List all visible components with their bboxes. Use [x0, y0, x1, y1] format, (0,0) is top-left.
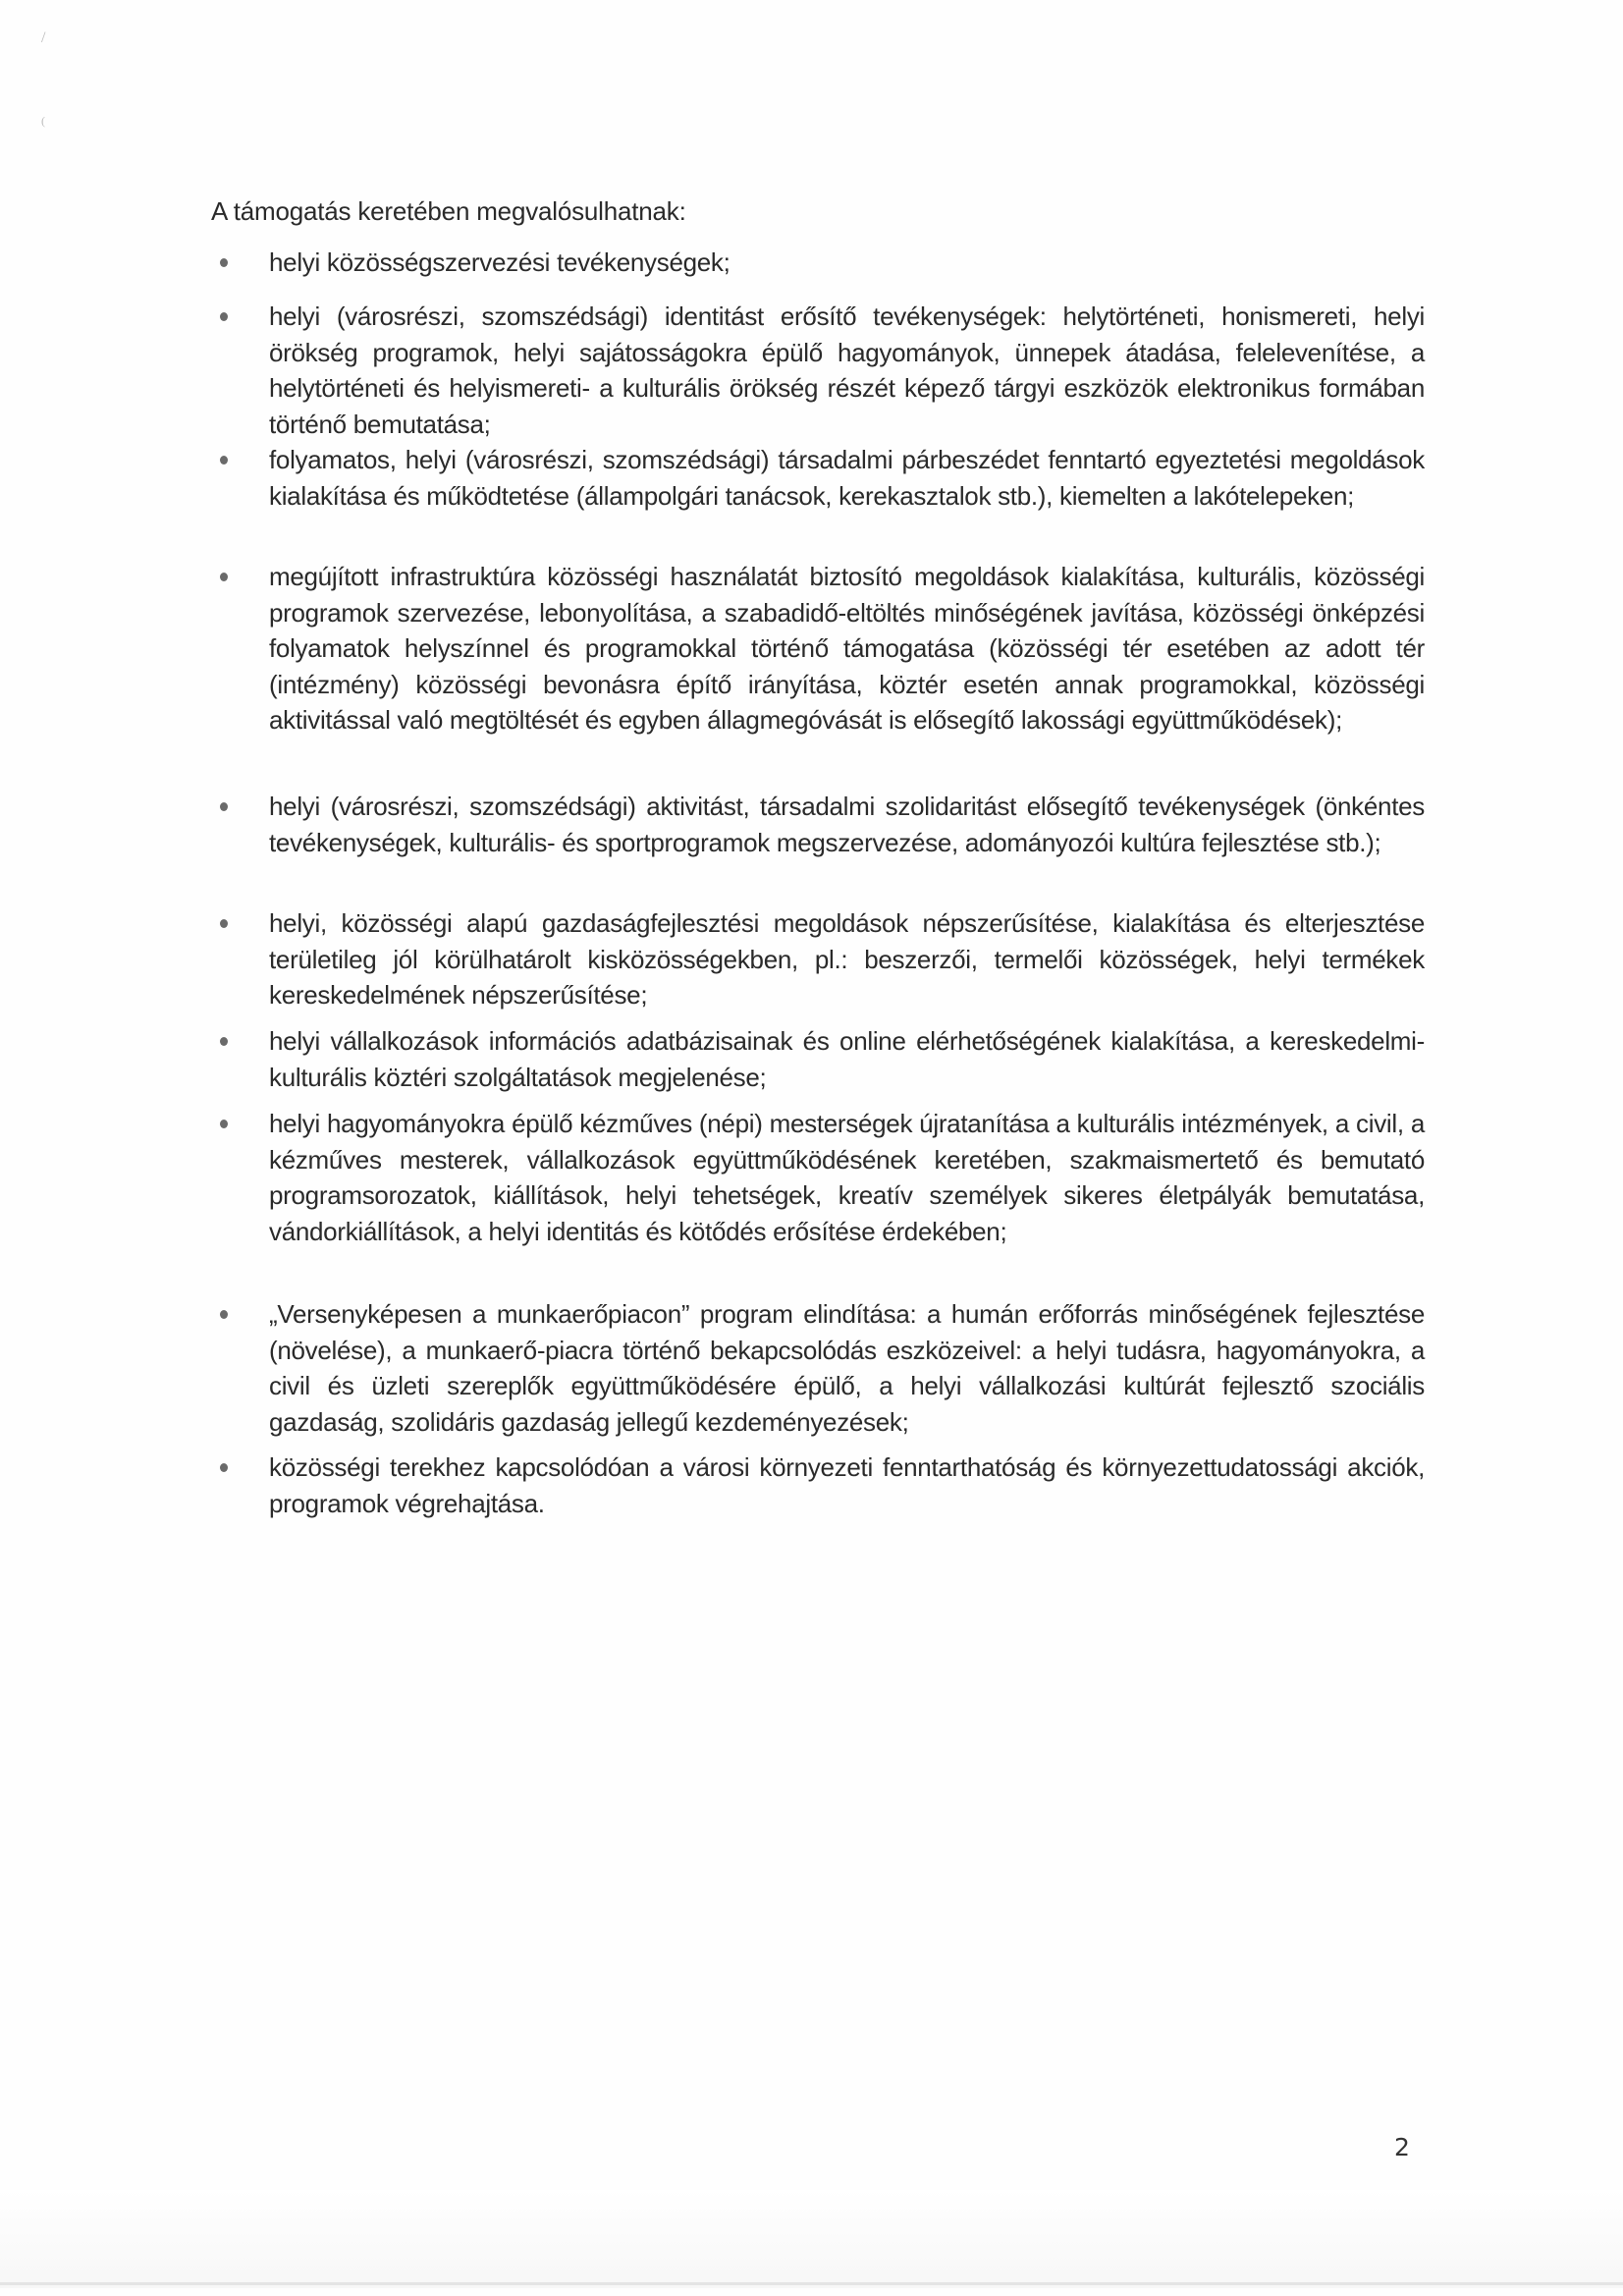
- bullet-icon: [220, 802, 228, 811]
- bullet-icon: [220, 1037, 228, 1046]
- bullet-icon: [220, 573, 228, 581]
- bullet-icon: [220, 312, 228, 321]
- intro-heading: A támogatás keretében megvalósulhatnak:: [211, 196, 686, 226]
- scan-mark: /: [41, 29, 46, 46]
- list-item: [269, 442, 1425, 514]
- bullet-icon: [220, 919, 228, 928]
- page-number: 2: [1394, 2133, 1410, 2161]
- list-item-text: „Versenyképesen a munkaerőpiacon” program elindítása: a humán erőforrás minőségének fejlesztése (növelése), a munkaerő-piacra történő bekapcsolódás eszközeivel: a helyi tudásra, hagyományokra, a civil és üzleti szereplők együttműködésére épülő, a helyi vállalkozási kultúrát fejlesztő szociális gazdaság, szolidáris gazdaság jellegű kezdeményezések;: [269, 1299, 1425, 1437]
- bullet-icon: [220, 1463, 228, 1472]
- list-item-text: folyamatos, helyi (városrészi, szomszédsági) társadalmi párbeszédet fenntartó egyeztetési megoldások kialakítása és működtetése (állampolgári tanácsok, kerekasztalok stb.), kiemelten a lakótelepeken;: [269, 445, 1425, 511]
- list-item: [269, 905, 1425, 1013]
- list-item: [269, 559, 1425, 738]
- bullet-icon: [220, 258, 228, 267]
- list-item: [269, 1449, 1425, 1521]
- bullet-icon: [220, 456, 228, 465]
- list-item: [269, 1106, 1425, 1249]
- list-item: [269, 245, 1425, 281]
- scan-noise: [0, 2190, 1623, 2288]
- list-item-text: megújított infrastruktúra közösségi használatát biztosító megoldások kialakítása, kulturális, közösségi programok szervezése, lebonyolítása, a szabadidő-eltöltés minőségének javítása, közösségi önképzési folyamatok helyszínnel és programokkal történő támogatása (közösségi tér esetében az adott tér (intézmény) közösségi bevonásra építő irányítása, köztér esetén annak programokkal, közösségi aktivitással való megtöltését és egyben állagmegóvását is elősegítő lakossági együttműködések);: [269, 562, 1425, 735]
- list-item-text: helyi hagyományokra épülő kézműves (népi) mesterségek újratanítása a kulturális intézmények, a civil, a kézműves mesterek, vállalkozások együttműködésének keretében, szakmaismertető és bemutató programsorozatok, kiállítások, helyi tehetségek, kreatív személyek sikeres életpályák bemutatása, vándorkiállítások, a helyi identitás és kötődés erősítése érdekében;: [269, 1109, 1425, 1246]
- bullet-icon: [220, 1120, 228, 1128]
- bullet-icon: [220, 1310, 228, 1319]
- list-item: [269, 299, 1425, 442]
- list-item-text: közösségi terekhez kapcsolódóan a városi környezeti fenntarthatóság és környezettudatossági akciók, programok végrehajtása.: [269, 1452, 1425, 1518]
- scan-mark: (: [41, 114, 45, 128]
- list-item: [269, 1296, 1425, 1440]
- list-item-text: helyi (városrészi, szomszédsági) aktivitást, társadalmi szolidaritást elősegítő tevékenységek (önkéntes tevékenységek, kulturális- és sportprogramok megszervezése, adományozói kultúra fejlesztése stb.);: [269, 792, 1425, 857]
- list-item: [269, 1023, 1425, 1095]
- list-item-text: helyi vállalkozások információs adatbázisainak és online elérhetőségének kialakítása, a kereskedelmi-kulturális köztéri szolgáltatások megjelenése;: [269, 1026, 1425, 1092]
- list-item-text: helyi közösségszervezési tevékenységek;: [269, 247, 730, 277]
- list-item-text: helyi (városrészi, szomszédsági) identitást erősítő tevékenységek: helytörténeti, honismereti, helyi örökség programok, helyi sajátosságokra épülő hagyományok, ünnepek átadása, felelevenítése, a helytörténeti és helyismereti- a kulturális örökség részét képező tárgyi eszközök elektronikus formában történő bemutatása;: [269, 301, 1425, 439]
- list-item-text: helyi, közösségi alapú gazdaságfejlesztési megoldások népszerűsítése, kialakítása és elterjesztése területileg jól körülhatárolt kisközösségekben, pl.: beszerzői, termelői közösségek, helyi termékek kereskedelmének népszerűsítése;: [269, 908, 1425, 1010]
- page-edge: [0, 2282, 1623, 2285]
- list-item: [269, 789, 1425, 860]
